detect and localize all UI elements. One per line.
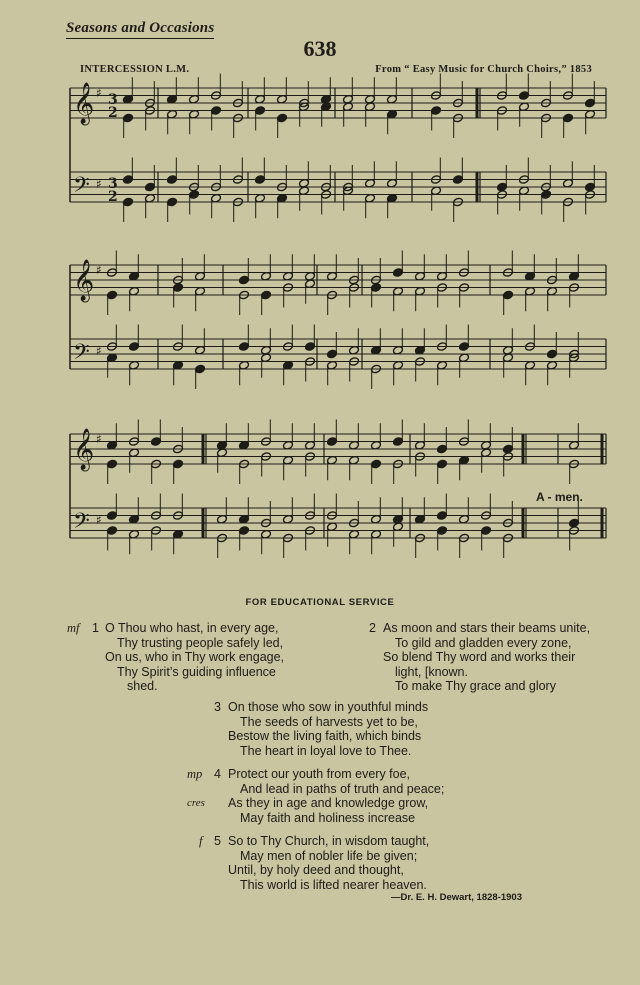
time-signature: 3 [108, 92, 118, 108]
section-title: Seasons and Occasions [66, 20, 214, 39]
verse-2-line-2: To gild and gladden every zone, [395, 635, 572, 650]
verse-4-line-3: As they in age and knowledge grow, [228, 796, 429, 810]
verse-4-line-2: And lead in paths of truth and peace; [240, 781, 445, 796]
bass-clef: 𝄢 [73, 340, 90, 370]
verse-1-number: 1 [92, 621, 99, 635]
time-signature: 2 [108, 105, 118, 121]
verse-3-line-2: The seeds of harvests yet to be, [240, 714, 418, 729]
verse-1-line-5: shed. [127, 679, 158, 693]
verse-1-line-3: On us, who in Thy work engage, [105, 650, 285, 664]
verse-1-line-2: Thy trusting people safely led, [117, 635, 284, 650]
bass-clef: 𝄢 [73, 509, 90, 539]
verse-5-line-4: This world is lifted nearer heaven. [240, 877, 427, 892]
amen-label: A - men. [536, 490, 583, 504]
verse-5-line-2: May men of nobler life be given; [240, 848, 418, 863]
time-signature: 3 [108, 176, 118, 192]
verse-4-cres: cres [187, 797, 205, 809]
verse-1-dynamic: mf [67, 621, 80, 635]
occasion-heading: FOR EDUCATIONAL SERVICE [245, 597, 395, 608]
tune-source: From “ Easy Music for Church Choirs,” 1853 [375, 64, 592, 75]
hymn-number: 638 [303, 36, 337, 61]
verse-3-number: 3 [214, 700, 221, 714]
bass-clef: 𝄢 [73, 173, 90, 203]
key-signature-sharp: ♯ [96, 177, 102, 191]
treble-clef: 𝄞 [73, 429, 95, 470]
tune-name: INTERCESSION L.M. [80, 64, 190, 75]
verse-4-number: 4 [214, 767, 221, 781]
verse-4-line-1: Protect our youth from every foe, [228, 767, 411, 781]
verse-2-line-4: light, [395, 664, 422, 679]
verse-1-line-1: O Thou who hast, in every age, [105, 621, 279, 635]
verse-3-line-1: On those who sow in youthful minds [228, 700, 429, 714]
verse-4-dynamic: mp [187, 767, 203, 781]
author-attribution: —Dr. E. H. Dewart, 1828-1903 [391, 892, 522, 903]
verse-2-number: 2 [369, 621, 376, 635]
verse-2-line-3: So blend Thy word and works their [383, 650, 576, 664]
verse-3-line-4: The heart in loyal love to Thee. [240, 743, 412, 758]
verse-4-line-4: May faith and holiness increase [240, 810, 416, 825]
verse-5-dynamic: f [199, 834, 203, 848]
verse-5-number: 5 [214, 834, 221, 848]
verse-5-line-3: Until, by holy deed and thought, [228, 863, 404, 877]
verse-2-line-6: To make Thy grace and glory [395, 679, 556, 693]
key-signature-sharp: ♯ [96, 263, 102, 277]
verse-5-line-1: So to Thy Church, in wisdom taught, [228, 834, 430, 848]
key-signature-sharp: ♯ [96, 86, 102, 100]
verse-2-line-5: [known. [424, 664, 468, 679]
verse-2-line-1: As moon and stars their beams unite, [383, 621, 591, 635]
verse-1-line-4: Thy Spirit’s guiding influence [117, 664, 276, 679]
key-signature-sharp: ♯ [96, 432, 102, 446]
treble-clef: 𝄞 [73, 83, 95, 124]
treble-clef: 𝄞 [73, 260, 95, 301]
time-signature: 2 [108, 189, 118, 205]
key-signature-sharp: ♯ [96, 344, 102, 358]
key-signature-sharp: ♯ [96, 513, 102, 527]
verse-3-line-3: Bestow the living faith, which binds [228, 729, 422, 743]
